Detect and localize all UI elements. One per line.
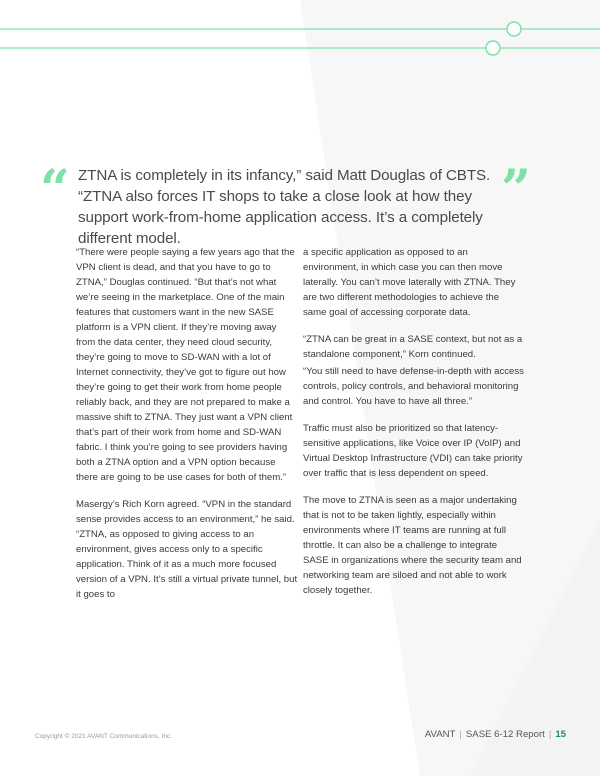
header-node-top bbox=[507, 22, 521, 36]
page-footer bbox=[425, 729, 566, 740]
footer-report-title: SASE 6-12 Report bbox=[465, 729, 545, 740]
paragraph: The move to ZTNA is seen as a major undertaking that is not to be taken lightly, especially within environments where IT teams are running at full throttle. It can also be a challenge to integrate SASE in organizations where the security team and networking team are siloed and not able to work closely together. bbox=[303, 495, 522, 596]
paragraph: Traffic must also be prioritized so that latency-sensitive applications, like Voice over IP (VoIP) and Virtual Desktop Infrastructure (VDI) can take priority over traffic that is less dependent on speed. bbox=[303, 423, 523, 479]
footer-separator: | bbox=[459, 729, 462, 740]
paragraph: “You still need to have defense-in-depth with access controls, policy controls, and behavioral monitoring and control. You have to have all three.” bbox=[303, 366, 524, 407]
header-node-bottom bbox=[486, 41, 500, 55]
paragraph: “ZTNA can be great in a SASE context, but not as a standalone component,” Korn continued. bbox=[303, 334, 523, 360]
copyright: Copyright © 2021 AVANT Communications, Inc. bbox=[35, 733, 173, 740]
footer-separator: | bbox=[548, 729, 552, 740]
footer-brand: AVANT bbox=[424, 729, 456, 740]
left-column bbox=[76, 245, 298, 614]
paragraph: “There were people saying a few years ago that the VPN client is dead, and that you have to go to ZTNA,” Douglas continued. “But that’s not what we’re seeing in the marketplace. One of the main features that customers want in the new SASE platform is a VPN client. If they’re moving away from the data center, they need cloud security, they’re going to move to SD-WAN with a lot of Internet connectivity, they’ve got to figure out how they’re going to get their work from home people reliably back, and they are not prepared to make a massive shift to ZTNA. They just want a VPN client that’s part of their work from home and SD-WAN fabric. I think you’re going to see providers having both a ZTNA option and a VPN option because there are going to be use cases for both of them.” bbox=[76, 247, 295, 483]
close-quote-icon: ” bbox=[501, 159, 531, 220]
open-quote-icon: “ bbox=[40, 159, 70, 220]
paragraph: Masergy’s Rich Korn agreed. “VPN in the standard sense provides access to an environment,” he said. “ZTNA, as opposed to giving access to an environment, gives access only to a specific application. Think of it as a much more focused version of a VPN. It’s still a virtual private tunnel, but it goes to bbox=[76, 499, 298, 600]
pull-quote: ZTNA is completely in its infancy,” said Matt Douglas of CBTS. “ZTNA also forces IT shops to take a close look at how they support work-from-home application access. It’s a completely different model. bbox=[78, 167, 491, 247]
page-number: 15 bbox=[555, 729, 566, 740]
right-column bbox=[303, 245, 525, 610]
paragraph: a specific application as opposed to an environment, in which case you can then move laterally. You can’t move laterally with ZTNA. They are two different methodologies to achieve the same goal of accessing corporate data. bbox=[303, 247, 516, 318]
